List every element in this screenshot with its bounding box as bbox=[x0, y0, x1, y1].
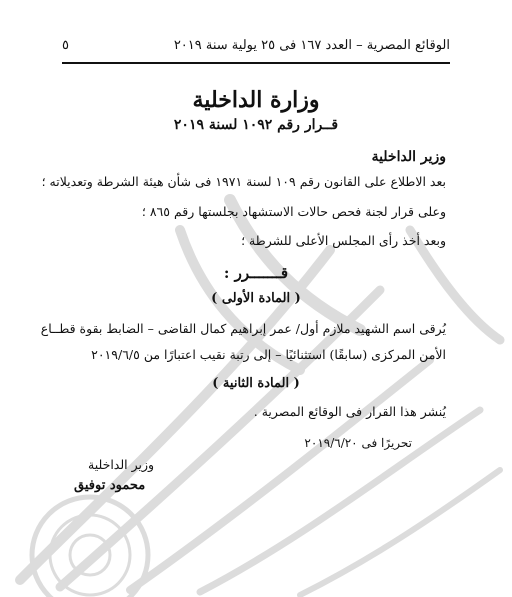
decided-heading: قـــــــرر : bbox=[223, 264, 289, 282]
running-header bbox=[62, 38, 450, 60]
date-line: تحريرًا فى ٢٠١٩/٦/٢٠ bbox=[304, 436, 412, 450]
issuer-label: وزير الداخلية bbox=[371, 149, 446, 165]
signatory-name: محمود توفيق bbox=[74, 478, 146, 493]
article2-line: يُنشر هذا القرار فى الوقائع المصرية . bbox=[253, 404, 446, 419]
article2-heading: ( المادة الثانية ) bbox=[212, 376, 300, 391]
decree-title: قــرار رقم ١٠٩٢ لسنة ٢٠١٩ bbox=[173, 117, 339, 133]
preamble-line: بعد الاطلاع على القانون رقم ١٠٩ لسنة ١٩٧١ فى شأن هيئة الشرطة وتعديلاته ؛ bbox=[41, 174, 446, 189]
header-divider bbox=[62, 62, 450, 64]
article1-heading: ( المادة الأولى ) bbox=[211, 291, 301, 306]
running-title: الوقائع المصرية – العدد ١٦٧ فى ٢٥ يولية سنة ٢٠١٩ bbox=[173, 38, 450, 53]
article1-line: يُرقى اسم الشهيد ملازم أول/ عمر إبراهيم كمال القاضى – الضابط بقوة قطــاع bbox=[40, 321, 446, 336]
page-number: ٥ bbox=[62, 38, 69, 53]
signatory-title: وزير الداخلية bbox=[88, 457, 155, 472]
article1-line: الأمن المركزى (سابقًا) استثنائيًا – إلى رتبة نقيب اعتبارًا من ٢٠١٩/٦/٥ bbox=[91, 347, 446, 362]
preamble-line: وعلى قرار لجنة فحص حالات الاستشهاد بجلستها رقم ٨٦٥ ؛ bbox=[141, 204, 446, 219]
preamble-line: وبعد أخذ رأى المجلس الأعلى للشرطة ؛ bbox=[241, 233, 446, 248]
ministry-title: وزارة الداخلية bbox=[192, 87, 320, 113]
